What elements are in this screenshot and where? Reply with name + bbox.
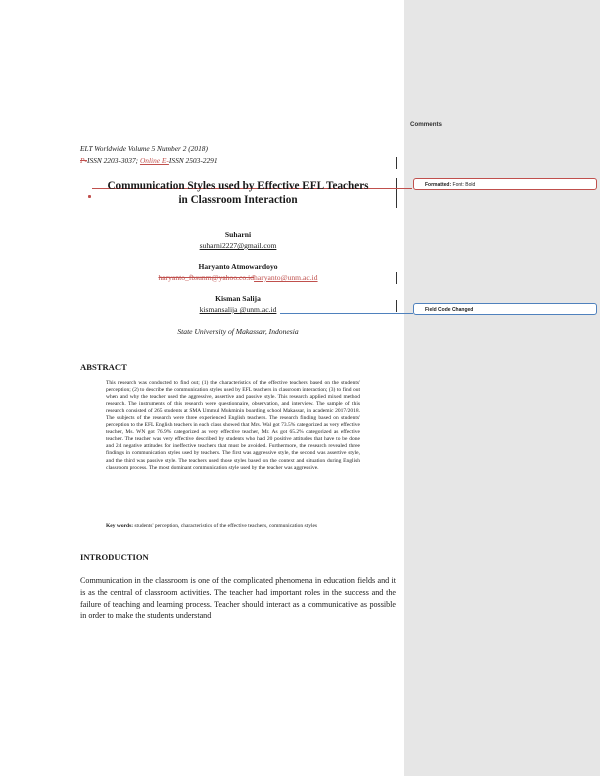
formatted-balloon[interactable] xyxy=(413,178,597,190)
affiliation: State University of Makassar, Indonesia xyxy=(177,327,299,336)
author-name: Suharni xyxy=(224,230,252,239)
email-domain[interactable]: @unm.ac.id xyxy=(239,305,277,314)
journal-issn xyxy=(80,156,218,165)
field-code-balloon[interactable] xyxy=(413,303,597,315)
balloon-label: Field Code Changed xyxy=(425,307,474,313)
inserted-email[interactable]: haryanto@unm.ac.id xyxy=(254,273,318,282)
balloon-value: Font: Bold xyxy=(452,182,476,188)
inserted-text: Online E- xyxy=(139,156,169,165)
author-name: Haryanto Atmowardoyo xyxy=(198,262,278,271)
balloon-label: Formatted: xyxy=(425,182,452,188)
author-name: Kisman Salija xyxy=(215,294,261,303)
email-local-part[interactable]: kismansalija xyxy=(199,305,240,314)
keywords-list: students' perception, characteristics of the effective teachers, communication styles xyxy=(133,523,318,529)
deleted-text: P- xyxy=(80,156,87,165)
change-bar xyxy=(396,300,397,312)
issn-online: ISSN 2503-2291 xyxy=(168,156,218,165)
paper-title-line2: in Classroom Interaction xyxy=(178,194,298,206)
introduction-heading: INTRODUCTION xyxy=(80,552,149,562)
introduction-text: Communication in the classroom is one of the complicated phenomena in education fields and it is as the central of classroom activities. The teacher had important roles in the success and the failure of teaching and learning process. Teacher should interact as a communicative as possible in order to make the students understand xyxy=(80,576,396,621)
keywords-label: Key words: xyxy=(106,523,134,529)
change-bar xyxy=(396,178,397,208)
journal-volume: ELT Worldwide Volume 5 Number 2 (2018) xyxy=(80,144,208,153)
comments-header: Comments xyxy=(410,121,442,128)
keywords xyxy=(106,523,360,530)
issn-print: ISSN 2203-3037; xyxy=(86,156,140,165)
author-email[interactable]: suharni2227@gmail.com xyxy=(199,241,277,250)
author-email-line xyxy=(80,273,396,282)
abstract-text: This research was conducted to find out; (1) the characteristics of the effective teachers based on the students' perception; (2) to describe the communication styles used by EFL teachers in classroom interaction; (3) to find out when and why the teacher used the aggressive, assertive and passive style. This research applied mixed method research. The instruments of this research were questionnaire, observation, and interview. The sample of this research consisted of 265 students at SMA Ummul Mukminin boarding school Makassar, in academic 2017/2018. The subjects of the research were three experienced English teachers. The research finding based on students' perception to the EFL English teachers in each class showed that Mrs. Wal got 73.5% categorized as very effective teacher, Ms. WN got 76.9% categorized as very effective teacher, Mr. As got 65.2% categorized as effective teacher. The teacher was very effective described by students who had 20 positive attitudes that have to be done and 24 negative attitudes for ineffective teachers that must be avoided. Furthermore, the research revealed three findings in communication styles used by teachers. The first was aggressive style, the second was assertive style, and the third was passive style. The teachers used those styles based on the context and situation during English classroom process. The most dominant communication style used by the teacher was aggressive. xyxy=(106,380,360,471)
paper-title-line1: Communication Styles used by Effective EFL Teachers xyxy=(107,180,369,192)
author-email-line xyxy=(80,305,396,314)
abstract-heading: ABSTRACT xyxy=(80,362,127,372)
change-bar xyxy=(396,272,397,284)
change-bar xyxy=(396,157,397,169)
deleted-email: haryanto_fbsunm@yahoo.co.id xyxy=(158,273,255,282)
comments-margin xyxy=(404,0,600,776)
